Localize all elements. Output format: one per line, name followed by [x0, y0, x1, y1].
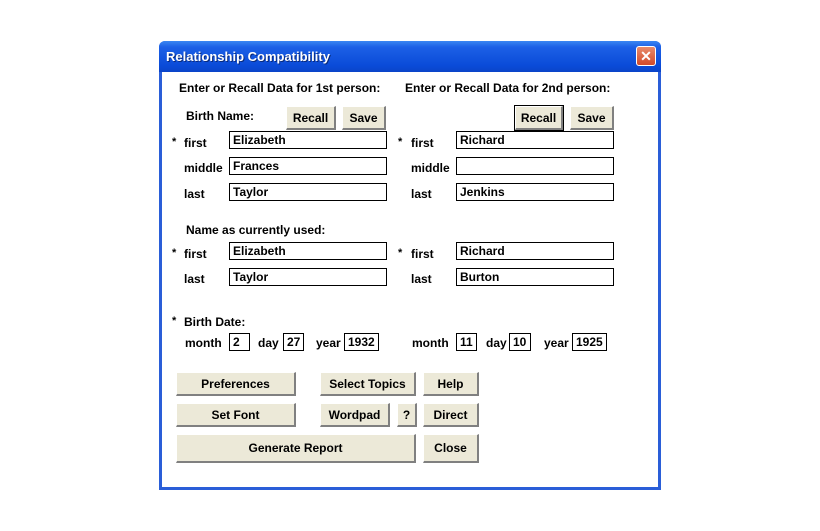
person1-current-last-label: last [184, 272, 205, 286]
person2-birth-middle-label: middle [411, 161, 450, 175]
set-font-button[interactable]: Set Font [176, 403, 296, 427]
person1-birth-first-input[interactable] [229, 131, 387, 149]
person1-birth-middle-label: middle [184, 161, 223, 175]
person2-birth-first-label: first [411, 136, 434, 150]
direct-button[interactable]: Direct [423, 403, 479, 427]
person1-heading: Enter or Recall Data for 1st person: [179, 81, 381, 95]
required-marker: * [398, 247, 403, 259]
select-topics-button[interactable]: Select Topics [320, 372, 416, 396]
dialog-window [159, 41, 661, 490]
person1-recall-button[interactable]: Recall [286, 106, 336, 130]
required-marker: * [172, 315, 177, 327]
person1-month-label: month [185, 336, 222, 350]
help-button[interactable]: Help [423, 372, 479, 396]
person2-month-label: month [412, 336, 449, 350]
person2-year-input[interactable] [572, 333, 607, 351]
close-button[interactable]: Close [423, 434, 479, 463]
person2-save-button[interactable]: Save [570, 106, 614, 130]
birth-date-label: Birth Date: [184, 315, 246, 329]
person1-year-input[interactable] [344, 333, 379, 351]
dialog-client-area [162, 72, 658, 487]
person2-birth-last-label: last [411, 187, 432, 201]
person1-day-input[interactable] [283, 333, 304, 351]
person1-current-last-input[interactable] [229, 268, 387, 286]
title-bar[interactable] [159, 41, 661, 72]
person2-current-last-label: last [411, 272, 432, 286]
birth-name-label: Birth Name: [186, 109, 255, 123]
person2-day-label: day [486, 336, 507, 350]
person2-month-input[interactable] [456, 333, 477, 351]
person1-month-input[interactable] [229, 333, 250, 351]
person2-birth-last-input[interactable] [456, 183, 614, 201]
person2-year-label: year [544, 336, 569, 350]
person2-current-first-label: first [411, 247, 434, 261]
person2-birth-middle-input[interactable] [456, 157, 614, 175]
person2-birth-first-input[interactable] [456, 131, 614, 149]
person2-current-last-input[interactable] [456, 268, 614, 286]
person1-current-first-input[interactable] [229, 242, 387, 260]
preferences-button[interactable]: Preferences [176, 372, 296, 396]
question-button[interactable]: ? [397, 403, 417, 427]
close-icon[interactable]: ✕ [636, 46, 656, 66]
required-marker: * [172, 247, 177, 259]
person2-current-first-input[interactable] [456, 242, 614, 260]
person1-year-label: year [316, 336, 341, 350]
person1-birth-last-input[interactable] [229, 183, 387, 201]
required-marker: * [398, 136, 403, 148]
window-title: Relationship Compatibility [166, 49, 330, 64]
wordpad-button[interactable]: Wordpad [320, 403, 390, 427]
generate-report-button[interactable]: Generate Report [176, 434, 416, 463]
person1-current-first-label: first [184, 247, 207, 261]
person2-recall-button[interactable]: Recall [515, 106, 563, 130]
current-name-label: Name as currently used: [186, 223, 326, 237]
person2-day-input[interactable] [509, 333, 531, 351]
person2-heading: Enter or Recall Data for 2nd person: [405, 81, 611, 95]
person1-day-label: day [258, 336, 279, 350]
person1-save-button[interactable]: Save [342, 106, 386, 130]
person1-birth-last-label: last [184, 187, 205, 201]
person1-birth-first-label: first [184, 136, 207, 150]
person1-birth-middle-input[interactable] [229, 157, 387, 175]
required-marker: * [172, 136, 177, 148]
